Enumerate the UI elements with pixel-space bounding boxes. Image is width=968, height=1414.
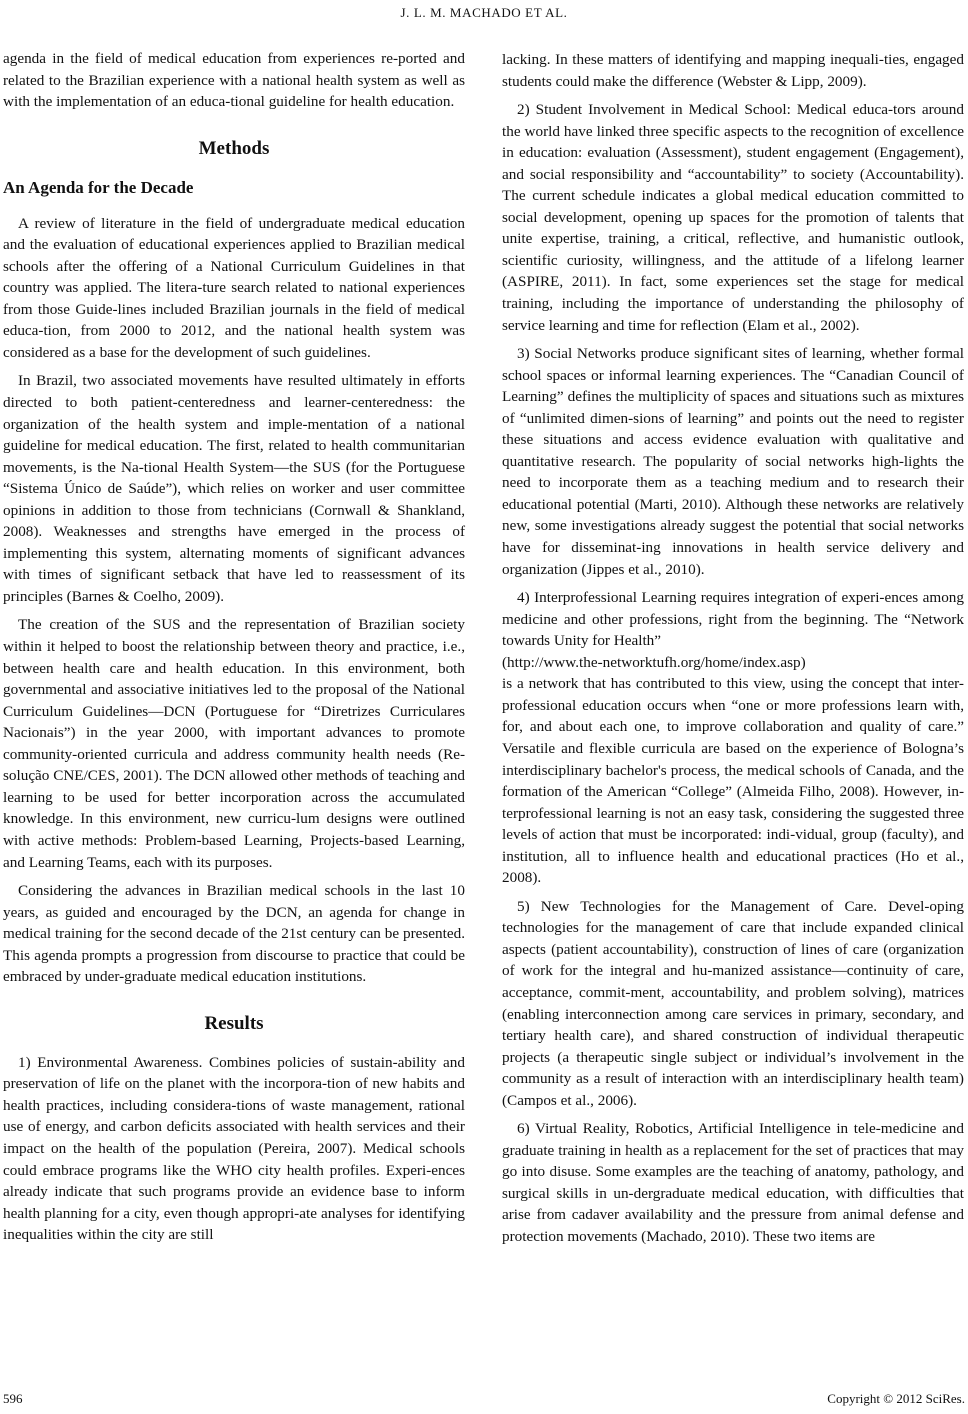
paragraph-sus: The creation of the SUS and the representation of Brazilian society within it helped to boost the relationship between theory and practice, i.e., between health care and health education. In this environment, both governmental and associative initiatives led to the proposal of the National Curriculum Guidelines—DCN (Portuguese for “Diretrizes Curriculares Nacionais”) in the year 2000, with important advances to promote community-oriented curricula and address community health needs (Re-solução CNE/CES, 2001). The DCN allowed other methods of teaching and learning to be used for better incorporation across the accumulated knowledge. In this environment, new curricu-lum designs were outlined with active methods: Problem-based Learning, Projects-based Learning, and Learning Teams, each with its purposes.: [3, 616, 466, 871]
paragraph-intro: agenda in the field of medical education from experiences re-ported and related to the Brazilian experience with a national health system as well as with the implementation of an educa-tional guideline for health education.: [3, 50, 465, 111]
paragraph-interprofessional-cont: is a network that has contributed to this view, using the concept that inter-professional education occurs when “one or more professions learn with, for, and about each one, to improve collaboration and quality of care.” Versatile and flexible curricula are based on the experience of Bologna’s interdisciplinary bachelor's process, the medical schools of Canada, and the formation of the American “College” (Almeida Filho, 2008). However, in-terprofessional learning is not an easy task, considering the suggested three levels of action that must be incorporated: indi-vidual, group (faculty), and institution, all to influence health and educational practices (Ho et al., 2008).: [502, 675, 964, 887]
running-head: J. L. M. MACHADO ET AL.: [400, 5, 568, 20]
page-number: 596: [3, 1391, 23, 1406]
paragraph-lacking: lacking. In these matters of identifying and mapping inequali-ties, engaged students could make the difference (Webster & Lipp, 2009).: [502, 51, 964, 90]
results-heading: Results: [204, 1012, 264, 1034]
paragraph-virtual-reality: 6) Virtual Reality, Robotics, Artificial Intelligence in tele-medicine and graduate training in health as a replacement for the set of practices that may go into disuse. Some examples are the teaching of anatomy, pathology, and surgical skills in un-dergraduate medical education, with difficulties that arise from cadaver availability and the pressure from animal defense and protection movements (Machado, 2010). These two items are: [502, 1120, 964, 1245]
paragraph-interprofessional: 4) Interprofessional Learning requires integration of experi-ences among medicine and other professions, right from the beginning. The “Network towards Unity for Health”: [502, 589, 964, 650]
network-url: (http://www.the-networktufh.org/home/index.asp): [502, 653, 806, 671]
agenda-subheading: An Agenda for the Decade: [3, 177, 194, 197]
right-column: [502, 49, 964, 1255]
paragraph-student-involvement: 2) Student Involvement in Medical School: Medical educa-tors around the world have linked three specific aspects to the recognition of excellence in education: evaluation (Assessment), student engagement (Engagement), and social responsibility and “accountability” to society (Accountability). The current schedule indicates a global medical education committed to social development, opening up spaces for the promotion of talents that unite expertise, training, a critical, reflective, and humanistic outlook, scientific curiosity, willingness, and the attitude of a lifelong learner (ASPIRE, 2011). In fact, some experiences set the stage for medical training, including the importance of understanding the philosophy of service learning and time for reflection (Elam et al., 2002).: [502, 101, 964, 334]
paragraph-considering: Considering the advances in Brazilian medical schools in the last 10 years, as guided and encouraged by the DCN, an agenda for change in medical training for the second decade of the 21st century can be presented. This agenda prompts a progression from discourse to practice that could be embraced by under-graduate medical education institutions.: [3, 882, 465, 986]
copyright: Copyright © 2012 SciRes.: [827, 1391, 965, 1406]
paragraph-environmental: 1) Environmental Awareness. Combines policies of sustain-ability and preservation of life on the planet with the incorpora-tion of new habits and health practices, including considera-tions of waste management, rational use of energy, and carbon deficits associated with health services and their impact on the health of the population (Pereira, 2007). Medical schools could embrace programs like the WHO city health profiles. Experi-ences already indicate that such programs provide an evidence base to inform health planning for a city, even though appropri-ate analyses for identifying inequalities within the city are still: [3, 1053, 465, 1244]
paragraph-new-technologies: 5) New Technologies for the Management of Care. Devel-oping technologies for the management of care that include expanded clinical aspects (patient accountability), construction of lines of care (organization of work for the integral and hu-manized assistance—continuity of care, acceptance, commit-ment, accountability, and problem solving), matrices (enabling interconnection among care services in primary, secondary, and tertiary health care), and shared construction of individual therapeutic projects (a therapeutic single subject or individual’s involvement in the community as a result of interaction with an interdisciplinary health team) (Campos et al., 2006).: [502, 897, 964, 1109]
paragraph-social-networks: 3) Social Networks produce significant sites of learning, whether formal school spaces or informal learning experiences. The “Canadian Council of Learning” defines the multiplicity of spaces and situations such as mixtures of “unlimited dimen-sions of learning” and points out the need to register these situations and access evidence evaluation with qualitative and quantitative research. The popularity of social networks high-lights the need to incorporate them as a teaching medium and to research their educational potential (Marti, 2010). Although these networks are relatively new, some investigations already suggest the potential that social networks have for disseminat-ing innovations in health service delivery and organization (Jippes et al., 2010).: [502, 345, 964, 578]
methods-heading: Methods: [198, 137, 270, 159]
paragraph-review: A review of literature in the field of undergraduate medical education and the evaluation of educational experiences applied to Brazilian medical schools after the offering of a National Curriculum Guidelines in that country was applied. The litera-ture search related to national experiences from those Guide-lines included Brazilian journals in the field of medical educa-tion, from 2000 to 2012, and the national health system was considered as a base for the development of such guidelines.: [3, 214, 465, 361]
paragraph-brazil: In Brazil, two associated movements have resulted ultimately in efforts directed to both patient-centeredness and learner-centeredness: the organization of the health system and imple-mentation of a national guideline for medical education. The first, related to health communitarian movements, is the Na-tional Health System—the SUS (for the Portuguese “Sistema Único de Saúde”), which relies on worker and user committee opinions in addition to those from technicians (Cornwall & Shankland, 2008). Weaknesses and strengths have emerged in the process of implementing this system, alternating moments of significant advances with times of significant setback that have led to reassessment of its principles (Barnes & Coelho, 2009).: [3, 372, 465, 605]
left-column: [3, 48, 465, 1253]
